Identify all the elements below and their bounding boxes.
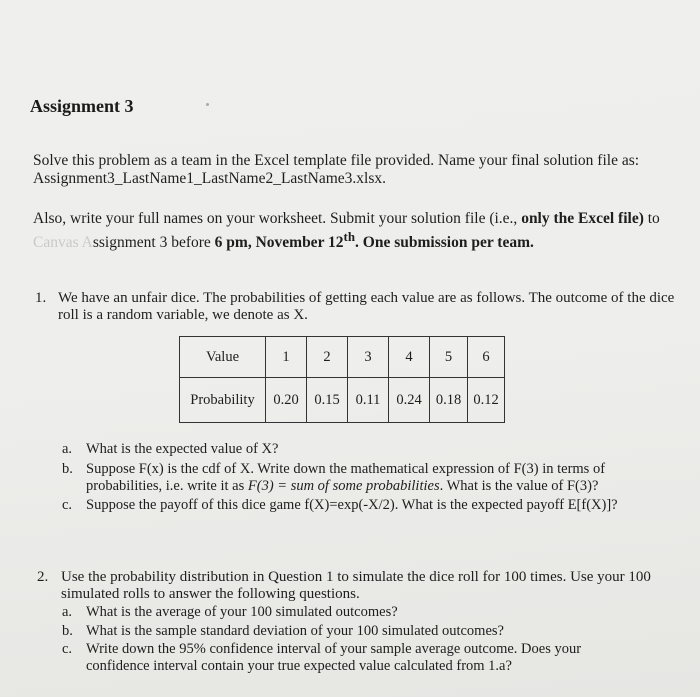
question-1b-text-part1: Suppose F(x) is the cdf of X. Write down the mathematical expression of F(3) in terms of probabilities, i.e. write it as bbox=[86, 461, 606, 494]
p2-bold-2 bbox=[214, 229, 534, 252]
question-2b-text: What is the sample standard deviation of your 100 simulated outcomes? bbox=[86, 623, 504, 639]
probability-header: Probability bbox=[180, 378, 266, 423]
deadline-suffix: th bbox=[343, 229, 356, 244]
canvas-link-faded: Canvas A bbox=[33, 234, 93, 252]
question-1c-label: c. bbox=[62, 497, 73, 513]
value-cell: 1 bbox=[266, 337, 307, 378]
probability-cell: 0.11 bbox=[348, 378, 389, 423]
intro-paragraph-1: Solve this problem as a team in the Excel template file provided. Name your final solution file as: Assignment3_LastName1_LastName2_LastName3.xlsx. bbox=[33, 152, 640, 187]
question-1a-label: a. bbox=[62, 441, 73, 457]
value-cell: 2 bbox=[307, 337, 348, 378]
p2-text-2: to bbox=[643, 210, 660, 227]
probability-table bbox=[179, 336, 505, 423]
value-cell: 4 bbox=[389, 337, 430, 378]
question-2c-text: Write down the 95% confidence interval of your sample average outcome. Does your confidence interval contain your true expected value calculated from 1.a? bbox=[86, 641, 582, 674]
probability-cell: 0.15 bbox=[307, 378, 348, 423]
value-cell: 5 bbox=[430, 337, 468, 378]
question-2-number: 2. bbox=[37, 569, 49, 585]
value-header: Value bbox=[180, 337, 266, 378]
value-cell: 6 bbox=[468, 337, 505, 378]
question-1b-italic: F(3) = sum of some probabilities bbox=[247, 478, 440, 494]
question-2a-text: What is the average of your 100 simulated outcomes? bbox=[86, 604, 398, 620]
question-1a-text: What is the expected value of X? bbox=[86, 441, 279, 457]
p2-bold-1: only the Excel file) bbox=[521, 210, 644, 227]
decorative-dot bbox=[206, 103, 209, 106]
question-2-text: Use the probability distribution in Question 1 to simulate the dice roll for 100 times. Use your 100 simulated rolls to answer the following questions. bbox=[61, 569, 651, 602]
deadline-text: 6 pm, November 12 bbox=[214, 234, 344, 252]
intro-paragraph-2 bbox=[33, 210, 663, 252]
assignment-title: Assignment 3 bbox=[30, 96, 134, 116]
table-row-values bbox=[180, 337, 505, 378]
question-1b-text-part2: . What is the value of F(3)? bbox=[439, 478, 599, 494]
question-2b-label: b. bbox=[62, 623, 73, 639]
probability-cell: 0.20 bbox=[266, 378, 307, 423]
question-1-text: We have an unfair dice. The probabilities of getting each value are as follows. The outcome of the dice roll is a random variable, we denote as X. bbox=[58, 290, 675, 323]
probability-cell: 0.18 bbox=[430, 378, 468, 423]
question-1b-text bbox=[86, 461, 661, 495]
p2-text-1: Also, write your full names on your worksheet. Submit your solution file (i.e., bbox=[33, 210, 522, 227]
value-cell: 3 bbox=[348, 337, 389, 378]
probability-cell: 0.24 bbox=[389, 378, 430, 423]
question-2c-label: c. bbox=[62, 641, 73, 657]
p2-text-3: ssignment 3 before bbox=[92, 234, 215, 252]
question-1c-text: Suppose the payoff of this dice game f(X)=exp(-X/2). What is the expected payoff E[f(X)]? bbox=[86, 497, 618, 513]
question-2a-label: a. bbox=[62, 604, 73, 620]
probability-cell: 0.12 bbox=[468, 378, 505, 423]
table-row-probabilities bbox=[180, 378, 505, 423]
submission-note: . One submission per team. bbox=[355, 234, 534, 252]
question-1-number: 1. bbox=[35, 290, 47, 306]
question-1b-label: b. bbox=[62, 461, 73, 477]
